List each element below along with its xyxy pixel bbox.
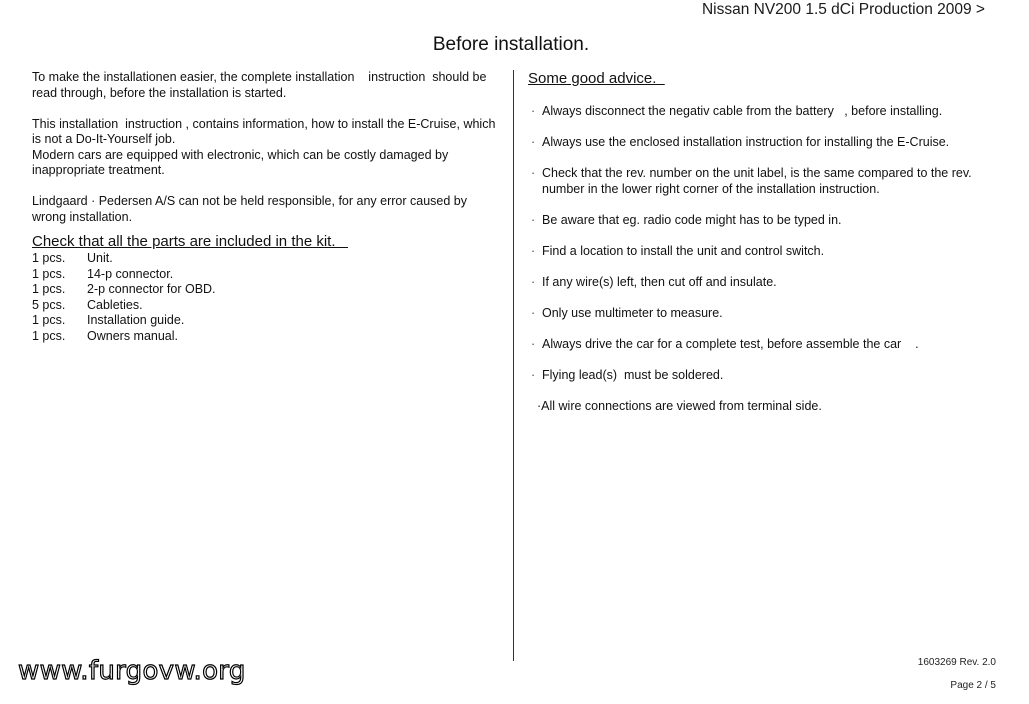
part-name: Owners manual. [87,328,179,343]
parts-list-item [32,298,502,314]
part-name: Unit. [87,251,113,265]
advice-text: Always disconnect the negativ cable from the battery , before installing. [542,104,943,118]
bullet-icon: · [531,213,536,227]
bullet-icon: · [531,166,536,180]
advice-item [528,305,998,321]
bullet-icon: · [531,306,536,320]
advice-item [528,134,998,150]
column-divider [513,70,514,661]
watermark-url: www.furgovw.org [18,656,246,686]
right-column [528,70,998,414]
part-quantity: 1 pcs. [32,313,66,327]
advice-text: Find a location to install the unit and control switch. [542,244,825,258]
parts-list-item [32,329,502,345]
advice-item [528,243,998,259]
part-quantity: 1 pcs. [32,251,66,265]
advice-item [528,212,998,228]
advice-item [528,367,998,383]
advice-list [528,103,998,383]
wire-connections-note: ·All wire connections are viewed from terminal side. [537,399,822,413]
left-column [32,70,502,344]
bullet-icon: · [531,337,536,351]
part-name: 2-p connector for OBD. [87,282,216,296]
bullet-icon: · [531,244,536,258]
document-header-title: Nissan NV200 1.5 dCi Production 2009 > [701,1,985,18]
page-number: Page 2 / 5 [950,680,996,691]
advice-item [528,103,998,119]
parts-list-item [32,251,502,267]
bullet-icon: · [531,104,536,118]
part-name: Installation guide. [87,313,185,327]
advice-text: Only use multimeter to measure. [542,306,723,320]
part-quantity: 1 pcs. [32,266,66,281]
advice-item [528,165,998,197]
advice-text: Check that the rev. number on the unit label, is the same compared to the rev. number in the lower right corner of the installation instruction. [542,166,976,196]
advice-text: If any wire(s) left, then cut off and insulate. [542,275,777,289]
advice-text: Be aware that eg. radio code might has to be typed in. [542,213,842,227]
parts-list-item [32,282,502,298]
parts-list-item [32,267,502,283]
bullet-icon: · [531,275,536,289]
electronics-warning-paragraph: Modern cars are equipped with electronic, which can be costly damaged by inappropriate treatment. [32,147,452,177]
part-quantity: 1 pcs. [32,328,66,343]
parts-list-item [32,313,502,329]
part-quantity: 1 pcs. [32,282,66,296]
document-revision: 1603269 Rev. 2.0 [917,657,996,668]
advice-text: Always use the enclosed installation instruction for installing the E-Cruise. [542,135,950,149]
page-title: Before installation. [432,34,590,55]
bullet-icon: · [531,135,536,149]
part-name: Cableties. [87,297,143,312]
part-name: 14-p connector. [87,266,174,281]
parts-list [32,251,502,344]
advice-text: Always drive the car for a complete test, before assemble the car . [542,337,919,351]
liability-paragraph: Lindgaard · Pedersen A/S can not be held responsible, for any error caused by wrong installation. [32,194,471,224]
parts-check-heading: Check that all the parts are included in the kit. [32,233,349,250]
advice-heading: Some good advice. [528,70,665,87]
bullet-icon: · [531,368,536,382]
advice-text: Flying lead(s) must be soldered. [542,368,724,382]
advice-item [528,274,998,290]
installation-info-paragraph: This installation instruction , contains information, how to install the E-Cruise, which is not a Do-It-Yourself job. [32,116,499,146]
part-quantity: 5 pcs. [32,297,66,312]
advice-item [528,336,998,352]
intro-paragraph: To make the installationen easier, the complete installation instruction should be read through, before the installation is started. [32,70,490,100]
